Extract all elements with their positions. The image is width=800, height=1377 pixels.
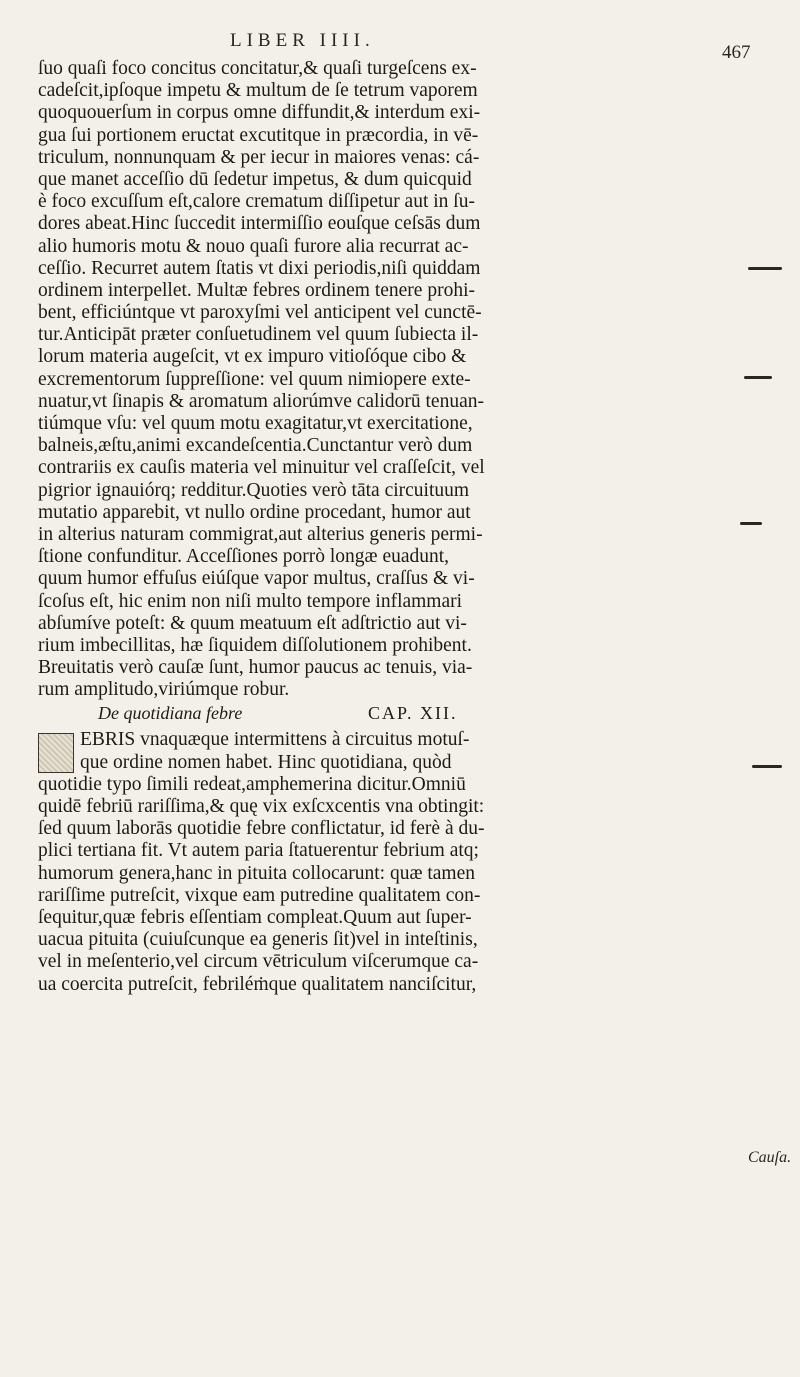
text-line: ceſſio. Recurret autem ſtatis vt dixi periodis,niſi quiddam <box>38 257 481 279</box>
ink-mark <box>740 522 762 525</box>
text-line: tur.Anticipāt præter conſuetudinem vel quum ſubiecta il- <box>38 324 479 346</box>
text-line: ſtione confunditur. Acceſſiones porrò longæ euadunt, <box>38 546 450 568</box>
text-line: que manet acceſſio dū ſedetur impetus, & dum quicquid <box>38 168 472 190</box>
text-line: ſuo quaſi foco concitus concitatur,& quaſi turgeſcens ex- <box>38 58 477 79</box>
text-line: gua ſui portionem eructat excutitque in præcordia, in vē- <box>38 124 479 146</box>
text-line: ſcoſus eſt, hic enim non niſi multo tempore inflammari <box>38 590 463 612</box>
text-line: rium imbecillitas, hæ ſiquidem diſſolutionem prohibent. <box>38 634 472 656</box>
decorated-initial <box>38 733 74 773</box>
paragraph-quotidian-fever <box>38 729 773 995</box>
chapter-title: De quotidiana febre <box>98 703 243 724</box>
page-number: 467 <box>722 42 751 63</box>
chapter-heading <box>38 703 773 729</box>
text-line: abſumíve poteſt: & quum meatuum eſt adſtrictio aut vi- <box>38 612 467 634</box>
text-line: mutatio apparebit, vt nullo ordine procedant, humor aut <box>38 501 471 523</box>
text-line: è foco excuſſum eſt,calore crematum diſſipetur aut in ſu- <box>38 191 475 213</box>
text-line: ſequitur,quæ febris eſſentiam compleat.Quum aut ſuper- <box>38 906 472 928</box>
text-line: ordinem interpellet. Multæ febres ordinem tenere prohi- <box>38 279 475 301</box>
text-line: quidē febriū rariſſima,& quę vix exſcxcentis vna obtingit: <box>38 796 485 817</box>
text-line: vel in meſenterio,vel circum vētriculum viſcerumque ca- <box>38 951 479 973</box>
text-line: Breuitatis verò cauſæ ſunt, humor paucus ac tenuis, via- <box>38 657 473 679</box>
text-line: nuatur,vt ſinapis & aromatum aliorúmve calidorū tenuan- <box>38 390 484 412</box>
text-line: ua coercita putreſcit, febriléṁque qualitatem nanciſcitur, <box>38 973 477 995</box>
margin-note: Cauſa. <box>748 1149 792 1166</box>
text-line: quum humor effuſus eiúſque vapor multus, craſſus & vi- <box>38 568 475 590</box>
text-line: balneis,æſtu,animi excandeſcentia.Cunctantur verò dum <box>38 435 473 457</box>
ink-mark <box>744 376 772 379</box>
text-line: plici tertiana fit. Vt autem paria ſtatuerentur febrium atq; <box>38 840 479 862</box>
ink-mark <box>748 267 782 270</box>
text-line: rariſſime putreſcit, vixque eam putredine qualitatem con- <box>38 884 481 906</box>
text-line: dores abeat.Hinc ſuccedit intermiſſio eouſque ceſsās dum <box>38 213 481 235</box>
text-line: tiúmque vſu: vel quum motu exagitatur,vt exercitatione, <box>38 413 473 434</box>
text-line: uacua pituita (cuiuſcunque ea generis ſit)vel in inteſtinis, <box>38 929 478 951</box>
text-line: pigrior ignauiórq; redditur.Quoties verò tāta circuituum <box>38 479 470 501</box>
body-text <box>38 58 773 996</box>
paragraph-fever-duration <box>38 58 773 701</box>
text-line: humorum genera,hanc in pituita collocarunt: quæ tamen <box>38 862 475 884</box>
text-line: ſed quum laborās quotidie febre conflictatur, id ferè à du- <box>38 818 485 840</box>
text-line: bent, efficiúntque vt paroxyſmi vel anticipent vel cunctē- <box>38 302 482 324</box>
text-line: rum amplitudo,viriúmque robur. <box>38 679 290 701</box>
text-line: triculum, nonnunquam & per iecur in maiores venas: cá- <box>38 146 480 168</box>
text-line: cadeſcit,ipſoque impetu & multum de ſe tetrum vaporem <box>38 80 478 102</box>
text-line: EBRIS vnaquæque intermittens à circuitus motuſ- <box>80 729 470 751</box>
book-label: LIBER IIII. <box>230 30 375 51</box>
text-line: que ordine nomen habet. Hinc quotidiana, quòd <box>80 751 452 773</box>
ink-mark <box>752 765 782 768</box>
text-line: quoquouerſum in corpus omne diffundit,& interdum exi- <box>38 102 481 124</box>
text-line: alio humoris motu & nouo quaſi furore alia recurrat ac- <box>38 235 469 257</box>
text-line: in alterius naturam commigrat,aut alterius generis permi- <box>38 523 483 545</box>
text-line: excrementorum ſuppreſſione: vel quum nimiopere exte- <box>38 368 471 390</box>
text-line: contrariis ex cauſis materia vel minuitur vel craſſeſcit, vel <box>38 457 485 479</box>
text-line: quotidie typo ſimili redeat,amphemerina dicitur.Omniū <box>38 773 466 795</box>
chapter-number: CAP. XII. <box>368 703 458 724</box>
text-line: lorum materia augeſcit, vt ex impuro vitioſóque cibo & <box>38 346 467 368</box>
